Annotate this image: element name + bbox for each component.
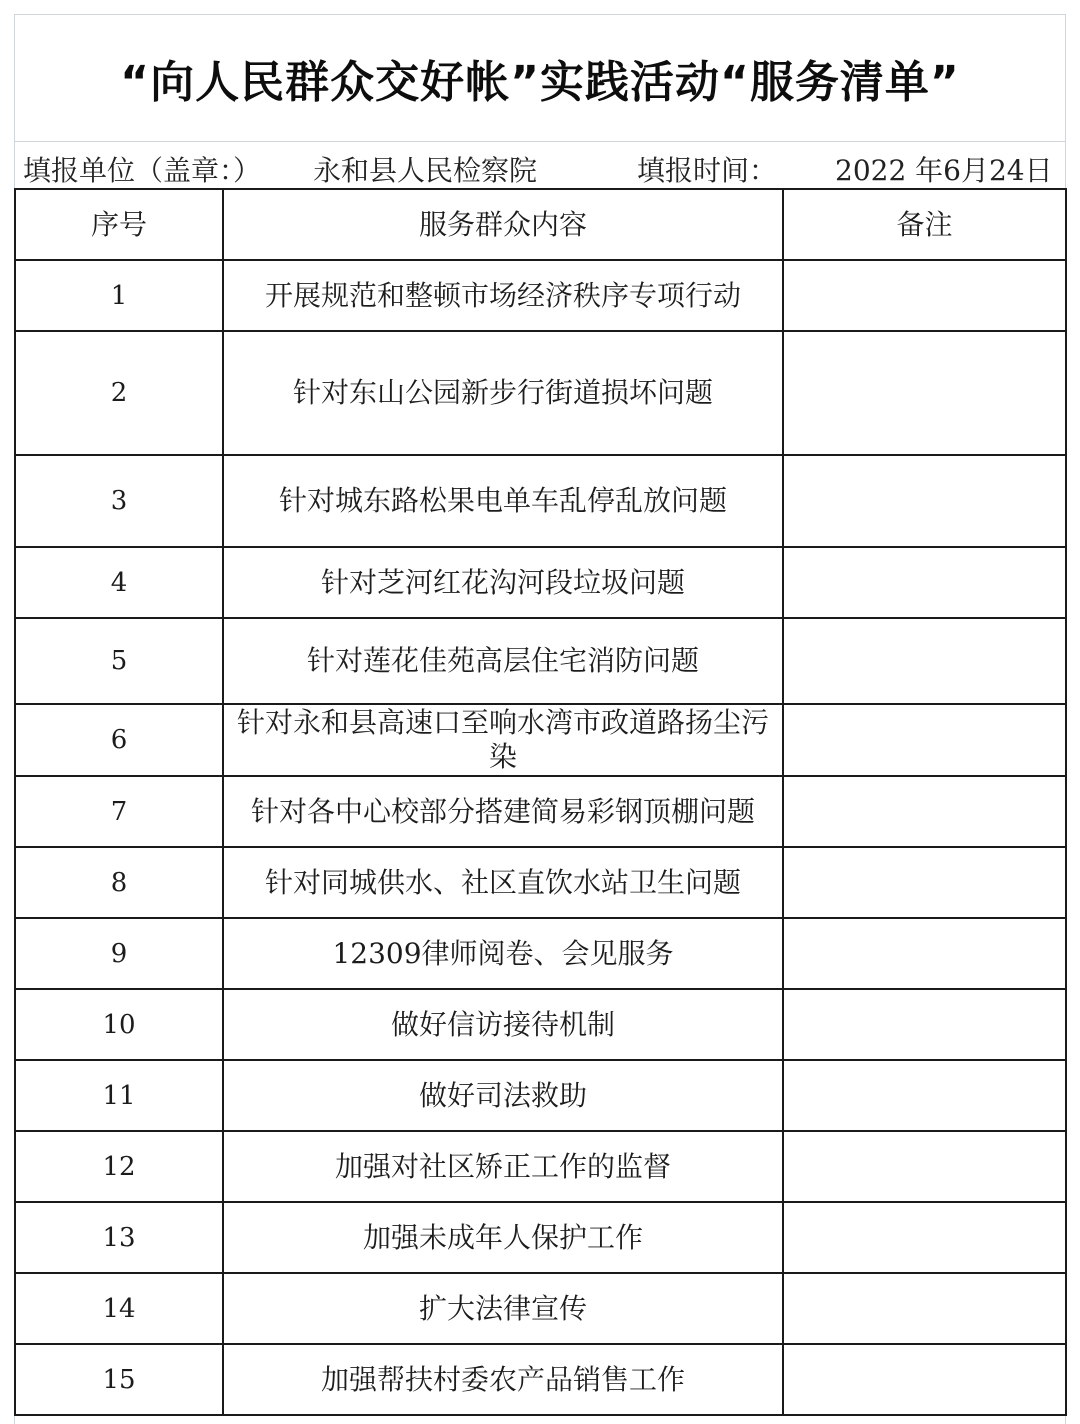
row-content: 针对城东路松果电单车乱停乱放问题 [223, 455, 783, 547]
row-content: 针对永和县高速口至响水湾市政道路扬尘污染 [223, 704, 783, 776]
table-row [15, 1273, 1066, 1344]
row-note [783, 989, 1066, 1060]
table-row [15, 918, 1066, 989]
table-row [15, 704, 1066, 776]
row-note [783, 1202, 1066, 1273]
table-row [15, 331, 1066, 455]
row-content: 针对同城供水、社区直饮水站卫生问题 [223, 847, 783, 918]
table-row [15, 260, 1066, 331]
row-content: 针对芝河红花沟河段垃圾问题 [223, 547, 783, 618]
header-no: 序号 [15, 189, 223, 260]
table-row [15, 1060, 1066, 1131]
table-row [15, 1202, 1066, 1273]
row-content: 针对各中心校部分搭建简易彩钢顶棚问题 [223, 776, 783, 847]
row-no: 4 [15, 547, 223, 618]
row-no: 14 [15, 1273, 223, 1344]
row-no: 11 [15, 1060, 223, 1131]
row-no: 5 [15, 618, 223, 704]
row-content: 12309律师阅卷、会见服务 [223, 918, 783, 989]
row-note [783, 1060, 1066, 1131]
report-info-row [15, 141, 1065, 191]
row-content: 针对莲花佳苑高层住宅消防问题 [223, 618, 783, 704]
row-no: 3 [15, 455, 223, 547]
row-no: 1 [15, 260, 223, 331]
row-no: 2 [15, 331, 223, 455]
row-note [783, 618, 1066, 704]
row-content: 加强对社区矫正工作的监督 [223, 1131, 783, 1202]
row-note [783, 547, 1066, 618]
report-unit-value: 永和县人民检察院 [313, 154, 538, 187]
row-note [783, 260, 1066, 331]
table-row [15, 547, 1066, 618]
table-row [15, 989, 1066, 1060]
row-no: 6 [15, 704, 223, 776]
row-note [783, 331, 1066, 455]
row-content: 做好司法救助 [223, 1060, 783, 1131]
row-note [783, 1273, 1066, 1344]
row-note [783, 847, 1066, 918]
row-no: 15 [15, 1344, 223, 1415]
header-content: 服务群众内容 [223, 189, 783, 260]
table-header-row [15, 189, 1066, 260]
row-note [783, 704, 1066, 776]
row-no: 8 [15, 847, 223, 918]
row-note [783, 455, 1066, 547]
row-no: 12 [15, 1131, 223, 1202]
table-row [15, 455, 1066, 547]
table-row [15, 1131, 1066, 1202]
row-note [783, 918, 1066, 989]
row-content: 针对东山公园新步行街道损坏问题 [223, 331, 783, 455]
row-content: 做好信访接待机制 [223, 989, 783, 1060]
title-box [15, 15, 1065, 142]
row-note [783, 1344, 1066, 1415]
row-content: 加强未成年人保护工作 [223, 1202, 783, 1273]
row-content: 扩大法律宣传 [223, 1273, 783, 1344]
service-list-table [14, 188, 1067, 1416]
row-note [783, 1131, 1066, 1202]
table-row [15, 1344, 1066, 1415]
header-note: 备注 [783, 189, 1066, 260]
row-no: 13 [15, 1202, 223, 1273]
row-content: 加强帮扶村委农产品销售工作 [223, 1344, 783, 1415]
report-unit-label: 填报单位（盖章：） [23, 154, 262, 187]
report-date-value: 2022 年6月24日 [835, 154, 1053, 187]
row-no: 10 [15, 989, 223, 1060]
row-note [783, 776, 1066, 847]
row-no: 7 [15, 776, 223, 847]
table-row [15, 618, 1066, 704]
table-row [15, 776, 1066, 847]
table-row [15, 847, 1066, 918]
row-no: 9 [15, 918, 223, 989]
row-content: 开展规范和整顿市场经济秩序专项行动 [223, 260, 783, 331]
report-date-label: 填报时间： [637, 154, 778, 187]
document-title: “向人民群众交好帐”实践活动“服务清单” [120, 57, 960, 108]
